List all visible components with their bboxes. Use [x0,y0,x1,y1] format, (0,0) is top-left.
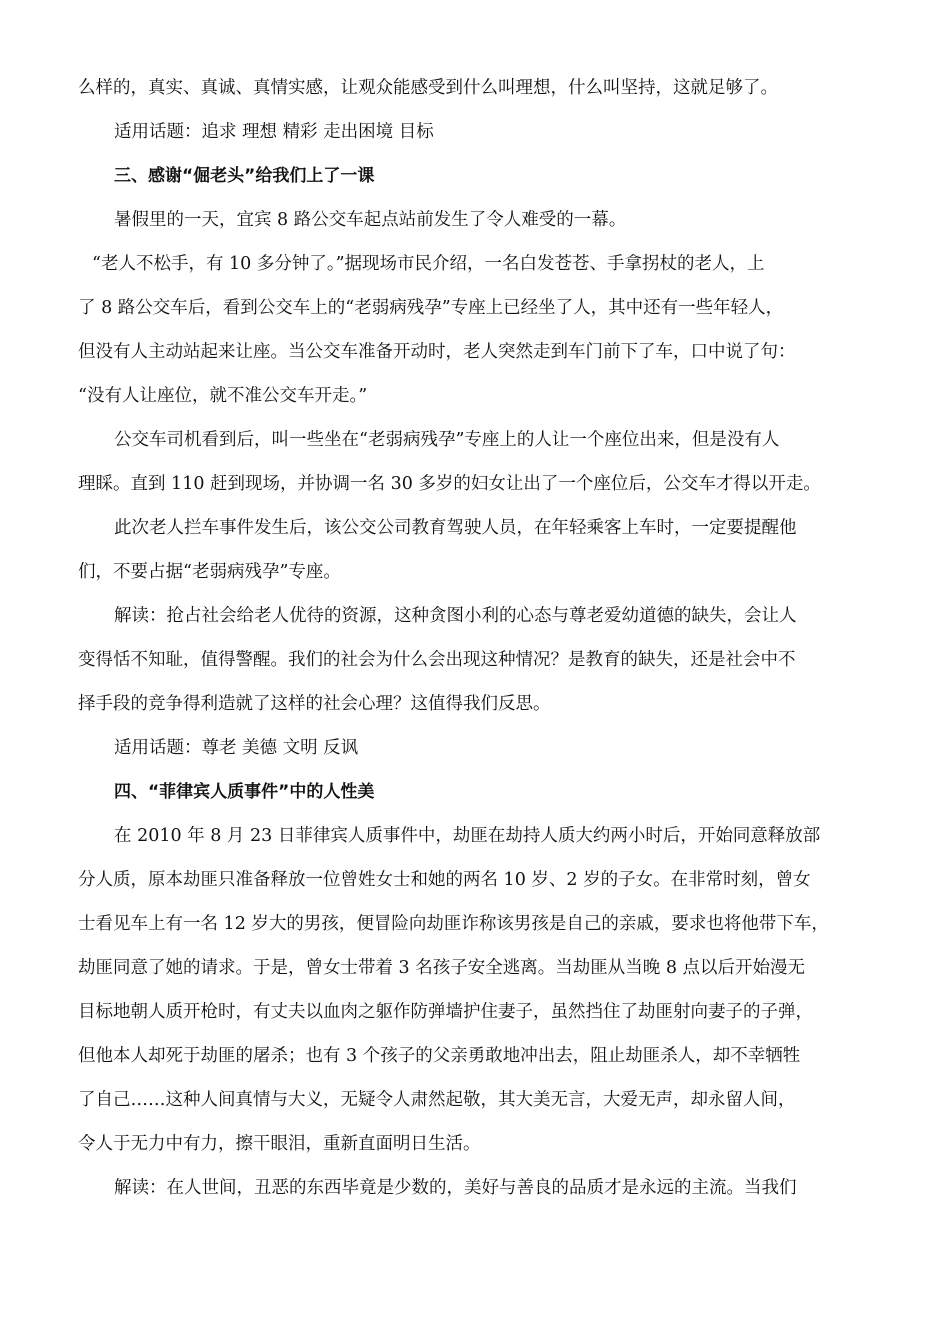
body-text-line: 理睬。直到 110 赶到现场，并协调一名 30 多岁的妇女让出了一个座位后，公交车才得以开走。 [78,474,821,494]
body-text-line: 但他本人却死于劫匪的屠杀；也有 3 个孩子的父亲勇敢地冲出去，阻止劫匪杀人，却不幸牺牲 [78,1046,801,1066]
body-text-line: 么样的，真实、真诚、真情实感，让观众能感受到什么叫理想，什么叫坚持，这就足够了。 [78,78,778,98]
body-text-line: 分人质，原本劫匪只准备释放一位曾姓女士和她的两名 10 岁、2 岁的子女。在非常时刻，曾女 [78,870,811,890]
interpretation-text: 变得恬不知耻，值得警醒。我们的社会为什么会出现这种情况？是教育的缺失，还是社会中不 [78,650,796,670]
body-text-line: 令人于无力中有力，擦干眼泪，重新直面明日生活。 [78,1134,481,1154]
body-text-line: 在 2010 年 8 月 23 日菲律宾人质事件中，劫匪在劫持人质大约两小时后，开始同意释放部 [114,826,821,846]
body-text-line: 暑假里的一天，宜宾 8 路公交车起点站前发生了令人难受的一幕。 [114,210,627,230]
section-heading: 三、感谢“倔老头”给我们上了一课 [114,166,375,186]
section-heading: 四、“菲律宾人质事件”中的人性美 [114,782,375,802]
topic-tags: 适用话题：尊老 美德 文明 反讽 [114,738,359,758]
body-text-line: 但没有人主动站起来让座。当公交车准备开动时，老人突然走到车门前下了车，口中说了句： [78,342,796,362]
body-text-line: 士看见车上有一名 12 岁大的男孩，便冒险向劫匪诈称该男孩是自己的亲戚，要求也将他带下车， [78,914,829,934]
body-text-line: 们，不要占据“老弱病残孕”专座。 [78,562,341,582]
body-text-line: 公交车司机看到后，叫一些坐在“老弱病残孕”专座上的人让一个座位出来，但是没有人 [114,430,780,450]
interpretation-text: 择手段的竞争得利造就了这样的社会心理？这值得我们反思。 [78,694,551,714]
interpretation-text: 解读：抢占社会给老人优待的资源，这种贪图小利的心态与尊老爱幼道德的缺失，会让人 [114,606,797,626]
body-text-line: “没有人让座位，就不准公交车开走。” [78,386,368,406]
body-text-line: 劫匪同意了她的请求。于是，曾女士带着 3 名孩子安全逃离。当劫匪从当晚 8 点以后开始漫无 [78,958,806,978]
body-text-line: 此次老人拦车事件发生后，该公交公司教育驾驶人员，在年轻乘客上车时，一定要提醒他 [114,518,797,538]
interpretation-text: 解读：在人世间，丑恶的东西毕竟是少数的，美好与善良的品质才是永远的主流。当我们 [114,1178,797,1198]
body-text-line: 了 8 路公交车后，看到公交车上的“老弱病残孕”专座上已经坐了人，其中还有一些年轻人， [78,298,784,318]
topic-tags: 适用话题：追求 理想 精彩 走出困境 目标 [114,122,434,142]
body-text-line: 了自己……这种人间真情与大义，无疑令人肃然起敬，其大美无言，大爱无声，却永留人间， [78,1090,796,1110]
body-text-line: “老人不松手，有 10 多分钟了。”据现场市民介绍，一名白发苍苍、手拿拐杖的老人，上 [92,254,765,274]
body-text-line: 目标地朝人质开枪时，有丈夫以血肉之躯作防弹墙护住妻子，虽然挡住了劫匪射向妻子的子弹， [78,1002,813,1022]
